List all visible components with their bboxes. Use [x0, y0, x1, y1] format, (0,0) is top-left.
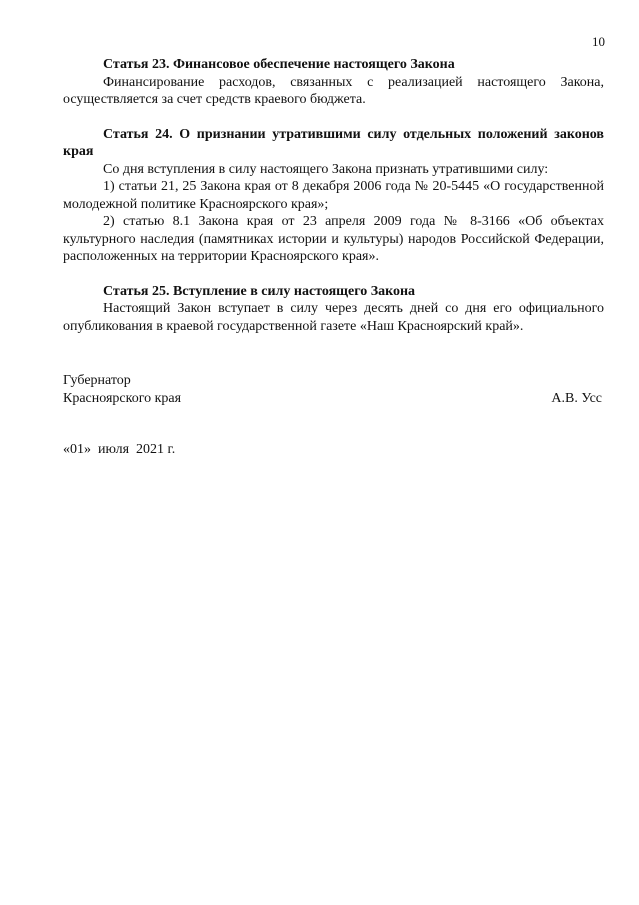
- article-25: [63, 283, 604, 336]
- document-date: «01» июля 2021 г.: [63, 442, 176, 457]
- article-title: Статья 23. Финансовое обеспечение настоящего Закона: [103, 57, 455, 72]
- article-paragraph: 1) статьи 21, 25 Закона края от 8 декабря 2006 года № 20-5445 «О государственной молодежной политике Красноярского края»;: [63, 179, 604, 212]
- document-body: [63, 56, 604, 352]
- article-paragraph: Со дня вступления в силу настоящего Закона признать утратившими силу:: [103, 161, 549, 177]
- signatory-name: А.В. Усс: [551, 390, 602, 406]
- article-23: [63, 56, 604, 109]
- signature-row: [63, 390, 604, 408]
- signature-block: [63, 372, 604, 407]
- signatory-region: Красноярского края: [63, 390, 182, 406]
- page-number: 10: [592, 34, 605, 49]
- article-paragraph: 2) статью 8.1 Закона края от 23 апреля 2009 года № 8-3166 «Об объектах культурного наследия (памятниках истории и культуры) народов Российской Федерации, расположенных на территории Красноярского края».: [63, 214, 604, 264]
- article-title: Статья 24. О признании утратившими силу отдельных положений законов края: [63, 126, 604, 159]
- article-paragraph: Настоящий Закон вступает в силу через десять дней со дня его официального опубликования в краевой государственной газете «Наш Красноярский край».: [63, 301, 604, 334]
- article-title: Статья 25. Вступление в силу настоящего Закона: [103, 283, 416, 299]
- article-24: [63, 126, 604, 266]
- article-paragraph: Финансирование расходов, связанных с реализацией настоящего Закона, осуществляется за счет средств краевого бюджета.: [63, 74, 604, 107]
- signatory-position: Губернатор: [63, 373, 131, 388]
